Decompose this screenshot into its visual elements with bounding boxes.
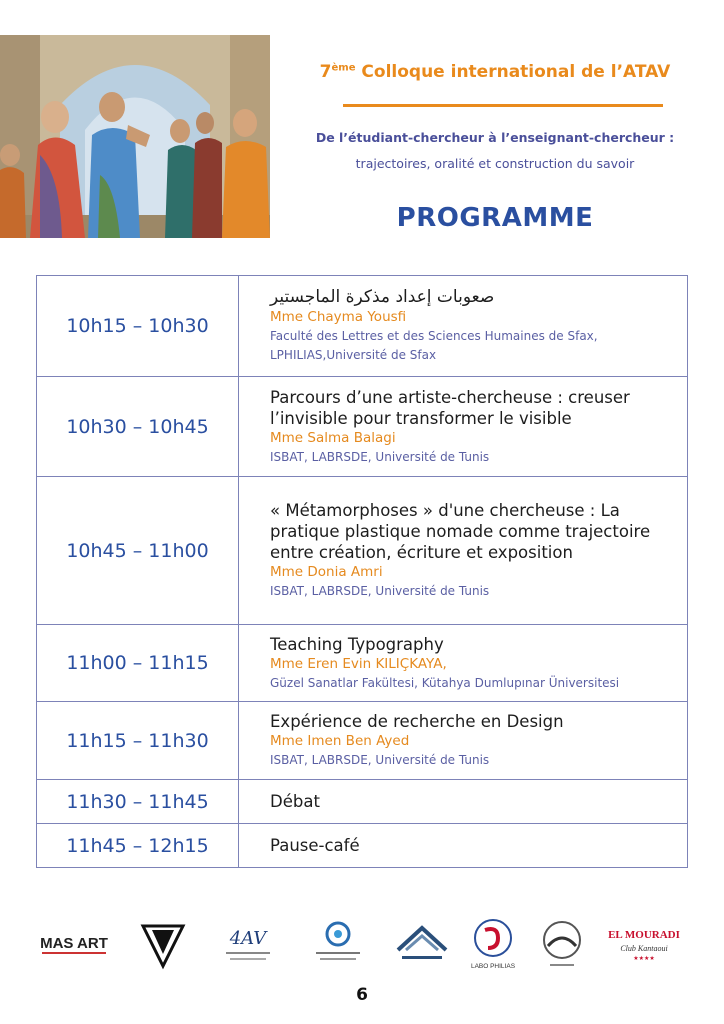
el-mouradi-logo (606, 924, 682, 964)
partner-logos (38, 912, 688, 974)
session-time: 11h30 – 11h45 (37, 780, 239, 824)
association-logo (538, 916, 586, 972)
page-number: 6 (356, 985, 368, 1005)
title-divider (343, 104, 663, 107)
session-time: 10h30 – 10h45 (37, 377, 239, 477)
speaker-affiliation: Güzel Sanatlar Fakültesi, Kütahya Dumlupınar Üniversitesi (270, 675, 620, 690)
session-time: 11h00 – 11h15 (37, 625, 239, 702)
speaker-name: Mme Donia Amri (270, 564, 383, 580)
programme-table (36, 275, 688, 868)
session-row (37, 477, 688, 625)
svg-text:4AV: 4AV (229, 928, 267, 949)
subtitle-line-1: De l’étudiant-chercheur à l’enseignant-chercheur : (315, 130, 675, 145)
session-row (37, 276, 688, 377)
talk-title: Débat (270, 792, 320, 811)
svg-text:Club Kantaoui: Club Kantaoui (620, 944, 668, 953)
labo-philias-logo (468, 916, 518, 972)
speaker-affiliation: Faculté des Lettres et des Sciences Humaines de Sfax, LPHILIAS,Université de Sfax (270, 329, 598, 362)
session-time: 11h45 – 12h15 (37, 824, 239, 868)
session-time: 11h15 – 11h30 (37, 702, 239, 780)
session-row (37, 702, 688, 780)
svg-text:★★★★: ★★★★ (633, 955, 655, 962)
speaker-affiliation: ISBAT, LABRSDE, Université de Tunis (270, 753, 490, 767)
session-row (37, 377, 688, 477)
talk-title: Expérience de recherche en Design (270, 712, 564, 731)
subtitle-line-2: trajectoires, oralité et construction du savoir (355, 156, 635, 171)
faculty-logo (310, 918, 366, 968)
talk-title: Pause-café (270, 836, 360, 855)
speaker-affiliation: ISBAT, LABRSDE, Université de Tunis (270, 449, 490, 464)
session-time: 10h45 – 11h00 (37, 477, 239, 625)
talk-title: Teaching Typography (270, 634, 444, 654)
speaker-name: Mme Salma Balagi (270, 429, 396, 446)
talk-title: « Métamorphoses » d'une chercheuse : La pratique plastique nomade comme trajectoire entre création, écriture et exposition (270, 501, 651, 562)
svg-text:LABO PHILIAS: LABO PHILIAS (470, 963, 516, 970)
programme-heading: PROGRAMME (396, 203, 594, 233)
institute-logo (392, 920, 452, 966)
speaker-name: Mme Eren Evin KILIÇKAYA, (270, 655, 447, 672)
speaker-name: Mme Chayma Yousfi (270, 309, 407, 325)
talk-title: Parcours d’une artiste-chercheuse : creuser l’invisible pour transformer le visible (270, 387, 630, 428)
svg-text:EL MOURADI: EL MOURADI (608, 929, 680, 941)
colloque-title: 7ème Colloque international de l’ATAV (319, 62, 671, 82)
atav-logo (218, 920, 278, 968)
session-row (37, 824, 688, 868)
speaker-name: Mme Imen Ben Ayed (270, 733, 410, 749)
shield-logo (138, 918, 188, 970)
session-row (37, 625, 688, 702)
masart-logo (38, 926, 110, 960)
header-painting (0, 35, 270, 238)
talk-title: صعوبات إعداد مذكرة الماجستير (270, 287, 495, 307)
session-row (37, 780, 688, 824)
speaker-affiliation: ISBAT, LABRSDE, Université de Tunis (270, 584, 490, 598)
svg-text:MAS ART: MAS ART (40, 935, 108, 952)
session-time: 10h15 – 10h30 (37, 276, 239, 377)
